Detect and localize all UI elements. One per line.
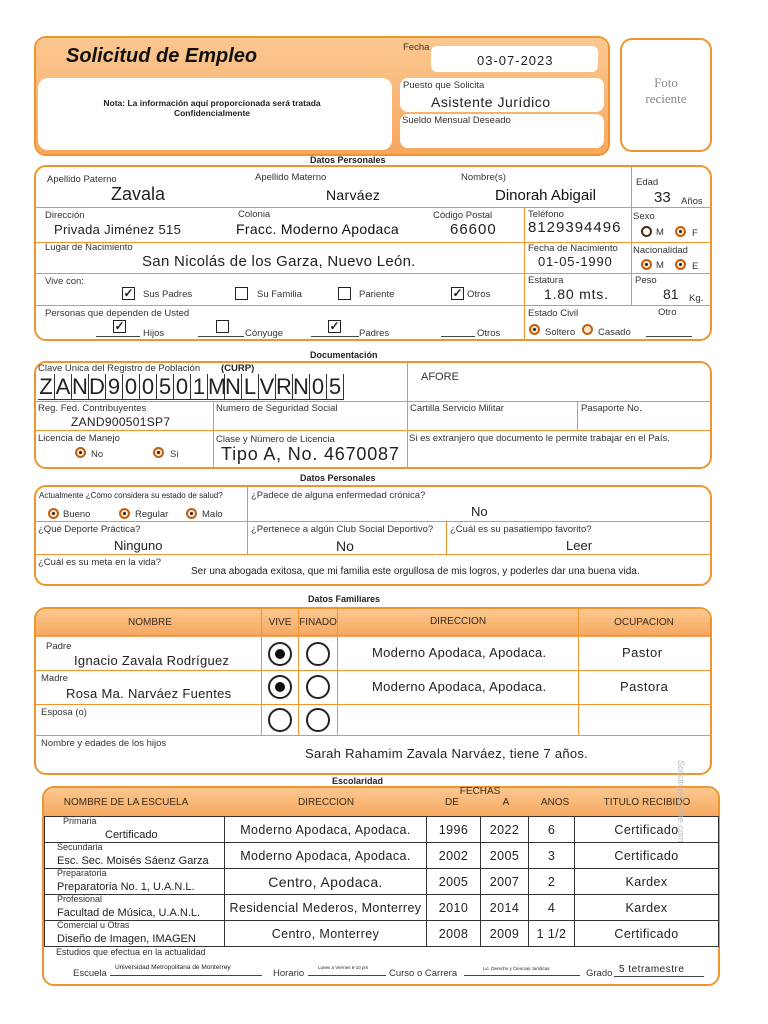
curp-char: D (89, 374, 105, 399)
escolaridad-cell-nombre (44, 868, 225, 895)
cronica-label: ¿Padece de alguna enfermedad crónica? (251, 490, 426, 501)
telefono-value: 8129394496 (528, 219, 622, 236)
casado-radio[interactable] (582, 324, 593, 335)
curp-abbr: (CURP) (221, 363, 255, 374)
madre-ocupacion: Pastora (620, 679, 669, 694)
escolaridad-cell-a: 2014 (480, 894, 529, 921)
escolaridad-nombre: Preparatoria No. 1, U.A.N.L. (57, 881, 195, 893)
clase-value: Tipo A, No. 4670087 (221, 444, 400, 464)
escolaridad-nivel: Preparatoria (57, 868, 107, 878)
escuela-label: Escuela (73, 968, 107, 979)
clase-label: Clase y Número de Licencia (216, 434, 335, 445)
deporte-value: Ninguno (114, 538, 163, 553)
padre-label: Padre (46, 641, 72, 652)
fam-col-direccion: DIRECCION (429, 616, 487, 627)
estatura-value: 1.80 mts. (544, 286, 609, 302)
curp-char: 0 (310, 374, 327, 400)
escolaridad-cell-dir: Centro, Apodaca. (224, 868, 427, 895)
section-datos-personales: Datos Personales (310, 155, 386, 165)
section-documentacion: Documentación (310, 350, 378, 360)
rfc-value: ZAND900501SP7 (71, 415, 171, 429)
puesto-label: Puesto que Solicita (403, 80, 485, 91)
vive-label: Vive con: (45, 276, 84, 287)
esc-col-direccion: DIRECCION (297, 797, 355, 808)
escolaridad-nombre: Certificado (105, 829, 158, 841)
salud-malo-label: Malo (202, 509, 223, 520)
escolaridad-nombre: Facultad de Música, U.A.N.L. (57, 907, 201, 919)
curp-char: N (293, 374, 309, 399)
cartilla-label: Cartilla Servicio Militar (410, 403, 504, 414)
horario-label: Horario (273, 968, 305, 979)
horario-value: Lunes a Viernes 6-10 pm (318, 965, 369, 970)
direccion-value: Privada Jiménez 515 (54, 222, 182, 237)
watermark: Solicitud-Online.com (676, 760, 686, 843)
extranjero-label: Si es extranjero que documento le permite trabajar en el País. (409, 433, 670, 444)
esc-col-escuela: NOMBRE DE LA ESCUELA (63, 797, 189, 808)
dep-otros-label: Otros (477, 328, 501, 339)
padre-finado-radio[interactable] (306, 642, 330, 666)
peso-unit: Kg. (689, 293, 704, 304)
licencia-si-radio[interactable] (153, 447, 164, 458)
soltero-label: Soltero (545, 327, 576, 338)
escolaridad-cell-de: 2002 (426, 842, 481, 869)
direccion-label: Dirección (45, 210, 85, 221)
sexo-m-label: M (656, 227, 664, 238)
ap-materno-label: Apellido Materno (255, 172, 327, 183)
afore-label: AFORE (421, 371, 459, 383)
curp-label: Clave Unica del Registro de Población (38, 363, 201, 374)
escolaridad-row (44, 894, 718, 920)
lugar-label: Lugar de Nacimiento (45, 242, 133, 253)
curp-char: 0 (123, 374, 140, 400)
dep-conyuge-label: Cónyuge (245, 328, 284, 339)
fam-col-nombre: NOMBRE (128, 617, 172, 628)
nac-m-label: M (656, 260, 664, 271)
otro-label: Otro (658, 307, 677, 318)
licencia-no-radio[interactable] (75, 447, 86, 458)
dep-padres-label: Padres (359, 328, 390, 339)
esc-col-a: A (502, 797, 510, 808)
sexo-label: Sexo (633, 211, 655, 222)
edad-unit: Años (681, 196, 703, 207)
esc-col-fechas: FECHAS (459, 786, 501, 797)
curp-char: 9 (106, 374, 123, 400)
madre-value: Rosa Ma. Narváez Fuentes (66, 686, 232, 701)
licencia-label: Licencia de Manejo (38, 433, 120, 444)
colonia-value: Fracc. Moderno Apodaca (236, 221, 400, 237)
madre-vive-radio[interactable] (268, 675, 292, 699)
form-title: Solicitud de Empleo (66, 45, 258, 67)
club-value: No (336, 538, 354, 554)
salud-bueno-radio[interactable] (48, 508, 59, 519)
escolaridad-cell-de: 1996 (426, 816, 481, 843)
dep-padres-checkbox[interactable]: ✓ (329, 319, 340, 333)
esc-col-anos: ANOS (540, 797, 570, 808)
escolaridad-cell-titulo: Kardex (574, 894, 719, 921)
escolaridad-cell-a: 2007 (480, 868, 529, 895)
escolaridad-cell-dir: Moderno Apodaca, Apodaca. (224, 842, 427, 869)
curp-char: R (276, 374, 292, 399)
escolaridad-cell-anos: 4 (528, 894, 575, 921)
escolaridad-row (44, 842, 718, 868)
pasatiempo-label: ¿Cuál es su pasatiempo favorito? (450, 524, 592, 535)
nombres-value: Dinorah Abigail (495, 187, 596, 204)
nac-e-label: E (692, 261, 699, 272)
grado-value: 5 tetramestre (619, 964, 685, 975)
escolaridad-nivel: Primaria (63, 816, 97, 826)
esposa-vive-radio[interactable] (268, 708, 292, 732)
section-salud: Datos Personales (300, 473, 376, 483)
curp-char: V (259, 374, 275, 399)
escolaridad-table (44, 816, 718, 946)
escolaridad-row (44, 868, 718, 894)
escolaridad-nombre: Esc. Sec. Moisés Sáenz Garza (57, 855, 209, 867)
edad-label: Edad (636, 177, 659, 188)
fam-col-finado: FINADO (299, 617, 337, 628)
dep-conyuge-checkbox[interactable] (216, 320, 229, 333)
escolaridad-nivel: Comercial u Otras (57, 920, 130, 930)
madre-label: Madre (41, 673, 68, 684)
peso-value: 81 (663, 286, 679, 302)
actual-label: Estudios que efectua en la actualidad (56, 947, 206, 957)
cp-value: 66600 (450, 221, 497, 238)
pasaporte-label: Pasaporte No. (581, 403, 642, 414)
vive-otros-label: Otros (467, 289, 491, 300)
vive-otros-checkbox[interactable]: ✓ (452, 286, 463, 300)
deporte-label: ¿Qué Deporte Práctica? (38, 524, 141, 535)
soltero-radio[interactable] (529, 324, 540, 335)
escolaridad-cell-nombre (44, 920, 225, 947)
puesto-value: Asistente Jurídico (431, 94, 551, 110)
nacionalidad-label: Nacionalidad (633, 245, 688, 256)
curp-field[interactable] (38, 374, 344, 400)
curso-value: Lic. Derecho y Ciencias Jurídicas (483, 966, 550, 971)
cp-label: Código Postal (433, 210, 493, 221)
fecha-value: 03-07-2023 (477, 53, 554, 68)
curso-label: Curso o Carrera (389, 968, 458, 979)
ap-paterno-label: Apellido Paterno (47, 174, 117, 185)
vive-padres-label: Sus Padres (143, 289, 193, 300)
escolaridad-cell-anos: 6 (528, 816, 575, 843)
escolaridad-cell-anos: 3 (528, 842, 575, 869)
ap-paterno-value: Zavala (111, 184, 166, 204)
escolaridad-cell-titulo: Kardex (574, 868, 719, 895)
esposa-label: Esposa (o) (41, 707, 87, 718)
curp-char: A (55, 374, 71, 399)
padre-vive-radio[interactable] (268, 642, 292, 666)
escolaridad-cell-de: 2008 (426, 920, 481, 947)
madre-direccion: Moderno Apodaca, Apodaca. (372, 679, 547, 694)
madre-finado-radio[interactable] (306, 675, 330, 699)
vive-pariente-checkbox[interactable] (338, 287, 351, 300)
salud-regular-radio[interactable] (119, 508, 130, 519)
salud-regular-label: Regular (135, 509, 169, 520)
padre-ocupacion: Pastor (622, 645, 663, 660)
escolaridad-cell-a: 2005 (480, 842, 529, 869)
hijos-value: Sarah Rahamim Zavala Narváez, tiene 7 años. (305, 746, 589, 761)
grado-label: Grado (586, 968, 613, 979)
fecha-label: Fecha (403, 42, 430, 53)
meta-label: ¿Cuál es su meta en la vida? (38, 557, 162, 568)
escolaridad-cell-dir: Moderno Apodaca, Apodaca. (224, 816, 427, 843)
dep-hijos-checkbox[interactable]: ✓ (114, 319, 125, 333)
escolaridad-row (44, 920, 718, 946)
curp-char: 0 (140, 374, 157, 400)
section-familiares: Datos Familiares (308, 594, 381, 604)
padre-direccion: Moderno Apodaca, Apodaca. (372, 645, 547, 660)
telefono-label: Teléfono (528, 209, 564, 220)
licencia-no-label: No (91, 449, 104, 460)
curp-char: 5 (327, 374, 344, 400)
fam-col-ocupacion: OCUPACION (614, 617, 674, 628)
escolaridad-cell-dir: Residencial Mederos, Monterrey (224, 894, 427, 921)
pasatiempo-value: Leer (566, 538, 593, 553)
curp-char: M (208, 374, 227, 399)
escolaridad-nivel: Secundaria (57, 842, 103, 852)
escolaridad-nombre: Diseño de Imagen, IMAGEN (57, 933, 196, 945)
curp-char: 0 (174, 374, 191, 400)
meta-value: Ser una abogada exitosa, que mi familia este orgullosa de mis logros, y poderles dar una buena vida. (191, 566, 640, 577)
nac-e-radio[interactable] (675, 259, 686, 270)
escolaridad-nivel: Profesional (57, 894, 103, 904)
escolaridad-cell-anos: 1 1/2 (528, 920, 575, 947)
ap-materno-value: Narváez (326, 187, 381, 203)
nac-m-radio[interactable] (641, 259, 652, 270)
edad-value: 33 (654, 189, 671, 206)
nss-label: Numero de Seguridad Social (216, 403, 338, 414)
curp-char: N (225, 374, 241, 399)
salud-bueno-label: Bueno (63, 509, 91, 520)
estatura-label: Estatura (528, 275, 564, 286)
escolaridad-cell-a: 2009 (480, 920, 529, 947)
lugar-value: San Nicolás de los Garza, Nuevo León. (142, 253, 416, 270)
salud-malo-radio[interactable] (186, 508, 197, 519)
escolaridad-cell-de: 2010 (426, 894, 481, 921)
vive-padres-checkbox[interactable]: ✓ (123, 286, 134, 300)
vive-familia-label: Su Familia (257, 289, 302, 300)
rfc-label: Reg. Fed. Contribuyentes (38, 403, 147, 414)
escolaridad-cell-anos: 2 (528, 868, 575, 895)
sexo-m-radio[interactable] (641, 226, 652, 237)
fam-col-vive: VIVE (268, 617, 292, 628)
escolaridad-cell-titulo: Certificado (574, 842, 719, 869)
curp-char: N (72, 374, 88, 399)
esc-col-de: DE (445, 797, 459, 808)
escolaridad-cell-a: 2022 (480, 816, 529, 843)
salud-estado-label: Actualmente ¿Cómo considera su estado de salud? (39, 491, 223, 500)
vive-familia-checkbox[interactable] (235, 287, 248, 300)
dep-hijos-label: Hijos (143, 328, 165, 339)
licencia-si-label: Si (170, 449, 179, 460)
peso-label: Peso (635, 275, 657, 286)
fnac-label: Fecha de Nacimiento (528, 243, 618, 254)
escolaridad-cell-nombre (44, 816, 225, 843)
sexo-f-radio[interactable] (675, 226, 686, 237)
fnac-value: 01-05-1990 (538, 254, 613, 269)
section-escolaridad: Escolaridad (332, 776, 384, 786)
padre-value: Ignacio Zavala Rodríguez (74, 653, 230, 668)
escolaridad-cell-nombre (44, 842, 225, 869)
cronica-value: No (471, 504, 488, 519)
esc-col-titulo: TITULO RECIBIDO (603, 797, 691, 808)
vive-pariente-label: Pariente (359, 289, 395, 300)
curp-char: 1 (191, 374, 208, 400)
club-label: ¿Pertenece a algún Club Social Deportivo? (251, 524, 434, 535)
sexo-f-label: F (692, 228, 698, 239)
escuela-value: Universidad Metropolitana de Monterrey (115, 964, 231, 971)
casado-label: Casado (598, 327, 631, 338)
escolaridad-cell-nombre (44, 894, 225, 921)
curp-char: L (242, 374, 259, 400)
estado-civil-label: Estado Civil (528, 308, 579, 319)
escolaridad-cell-titulo: Certificado (574, 920, 719, 947)
nombres-label: Nombre(s) (461, 172, 506, 183)
escolaridad-cell-de: 2005 (426, 868, 481, 895)
curp-char: 5 (157, 374, 174, 400)
confidential-note: Nota: La información aquí proporcionada será tratada Confidencialmente (103, 98, 321, 118)
escolaridad-row (44, 816, 718, 842)
sueldo-label: Sueldo Mensual Deseado (402, 115, 511, 126)
hijos-label: Nombre y edades de los hijos (41, 738, 167, 749)
photo-label: Foto reciente (645, 75, 687, 106)
esposa-finado-radio[interactable] (306, 708, 330, 732)
curp-char: Z (38, 374, 55, 400)
escolaridad-cell-dir: Centro, Monterrey (224, 920, 427, 947)
dependen-label: Personas que dependen de Usted (45, 308, 190, 319)
escolaridad-cell-titulo: Certificado (574, 816, 719, 843)
colonia-label: Colonia (238, 209, 271, 220)
